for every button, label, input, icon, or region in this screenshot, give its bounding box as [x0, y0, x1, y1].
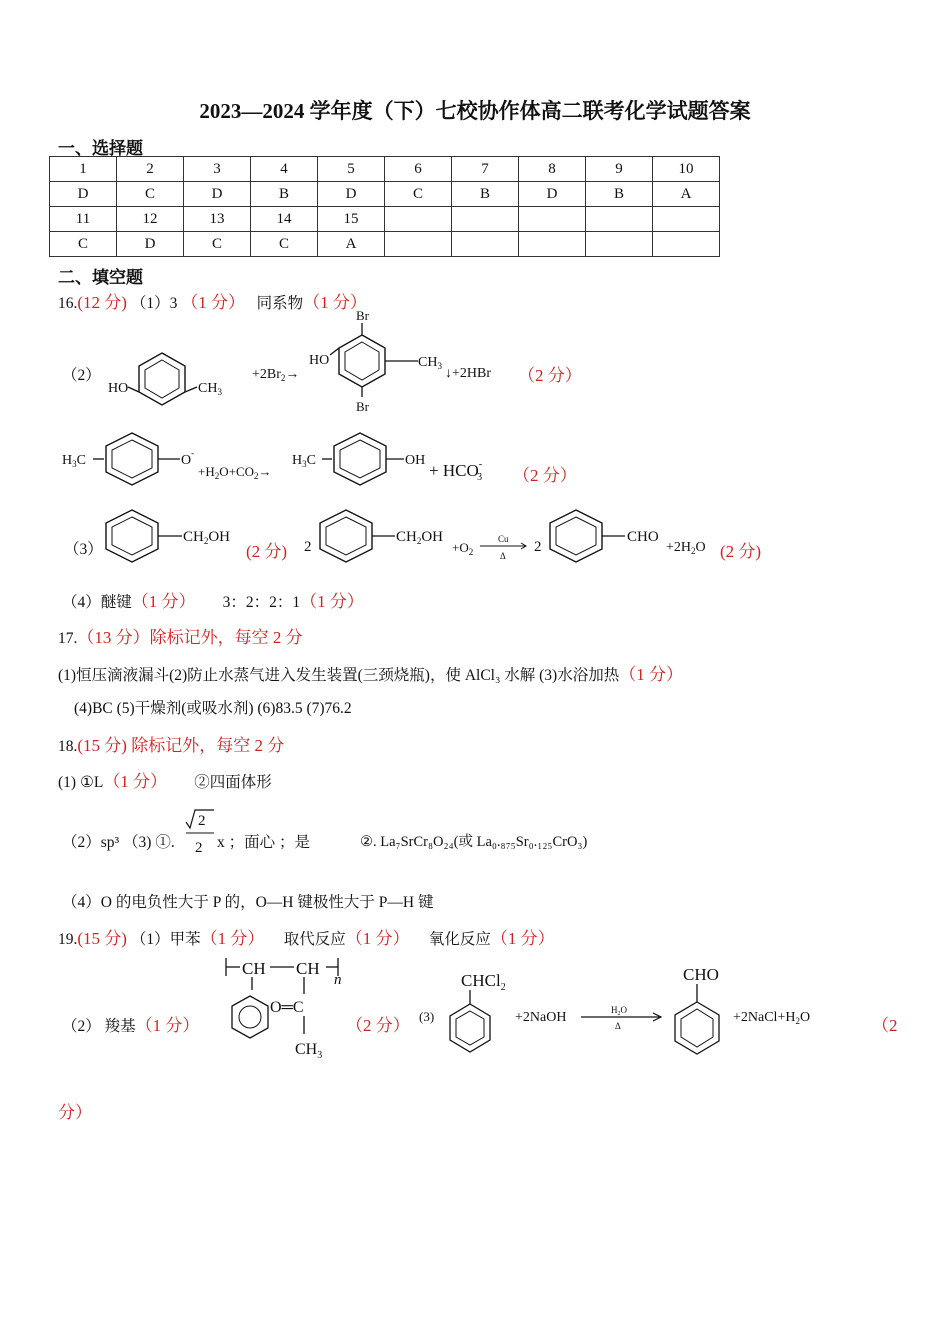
q16-p4: （4）醚键	[62, 594, 132, 611]
q16-number: 16.	[58, 295, 78, 312]
o2-label: $+O_2$	[452, 540, 474, 557]
q19-p2-text: （2） 羧基	[62, 1018, 136, 1035]
ch-label: CH	[242, 959, 266, 978]
q18-heading	[58, 731, 284, 756]
q16-p2-score1: （2 分）	[518, 366, 582, 385]
br-top-label: Br	[356, 308, 369, 323]
table-cell: 4	[251, 157, 318, 182]
ho-label: HO	[108, 381, 129, 396]
c-eq-o-label: O═C	[270, 999, 304, 1016]
n-label: n	[334, 972, 342, 988]
chcl2-label: CHCl$_2$	[461, 971, 506, 993]
table-cell: D	[519, 182, 586, 207]
coeff-2: 2	[534, 539, 542, 555]
benzene-ring	[139, 353, 185, 405]
h3c-label: $H_3C$	[62, 453, 86, 469]
table-cell: C	[385, 182, 452, 207]
cu-label: Cu	[498, 534, 509, 544]
q17-line1-text: (1)恒压滴液漏斗(2)防止水蒸气进入发生装置(三颈烧瓶)，使 AlCl₃ 水解 (3)水浴加热	[58, 667, 620, 684]
oh-label: OH	[405, 453, 426, 468]
benzene-ring-inner	[145, 360, 179, 398]
benzene-ring	[675, 1002, 719, 1054]
q17-score: （13 分）除标记外，每空 2 分	[77, 628, 303, 647]
sqrt2-over-2-fraction	[182, 802, 216, 858]
hbr-label: ↓+2HBr	[445, 366, 492, 381]
bromination-equation	[100, 305, 540, 420]
table-cell: 3	[184, 157, 251, 182]
section-heading-choice: 一、选择题	[58, 139, 143, 158]
table-cell: 11	[50, 207, 117, 232]
table-cell: 5	[318, 157, 385, 182]
q16-p4b: 3：2：2：1	[222, 594, 301, 611]
answer-table	[49, 156, 720, 257]
q16-p2-score2: （2 分）	[513, 466, 577, 485]
q18-p1a-score: （1 分）	[103, 772, 168, 791]
benzene-ring-inner	[112, 517, 152, 555]
table-cell: C	[50, 232, 117, 257]
p3-label: (3)	[419, 1009, 435, 1024]
br2-label: $+2Br_2\to$	[252, 367, 300, 383]
naoh-label: +2NaOH	[515, 1010, 567, 1025]
table-cell	[653, 232, 720, 257]
q18-number: 18.	[58, 738, 78, 755]
q16-p3-score2: (2 分)	[720, 542, 762, 561]
table-cell: D	[50, 182, 117, 207]
q16-p3-label: （3）	[64, 541, 103, 558]
section-heading-fill: 二、填空题	[58, 268, 143, 287]
q19-p1b: 取代反应	[283, 931, 346, 948]
q18-p2b: x ；面心 ；是	[217, 834, 311, 851]
ch3-label: $CH_3$	[198, 381, 222, 397]
table-cell: C	[117, 182, 184, 207]
table-cell	[385, 207, 452, 232]
table-row	[50, 207, 720, 232]
table-cell: 2	[117, 157, 184, 182]
q19-p1c-score: （1 分）	[490, 929, 555, 948]
q19-p1b-score: （1 分）	[345, 929, 410, 948]
q19-p2	[62, 1011, 199, 1036]
polymer-structure	[222, 950, 352, 1065]
table-cell: 1	[50, 157, 117, 182]
br-bottom-label: Br	[356, 399, 369, 414]
benzene-ring-inner	[556, 517, 596, 555]
q16-p3-score1: (2 分)	[246, 542, 288, 561]
benzene-ring-inner	[681, 1009, 713, 1047]
fraction-numerator: 2	[198, 813, 206, 829]
table-row	[50, 182, 720, 207]
table-cell	[586, 232, 653, 257]
table-cell: 14	[251, 207, 318, 232]
benzyl-alcohol	[100, 505, 240, 570]
ch2oh-label: $CH_2OH$	[396, 529, 444, 546]
q18-p1a: (1) ①L	[58, 774, 104, 791]
table-cell	[452, 232, 519, 257]
benzene-ring	[334, 433, 386, 485]
oxidation-equation	[300, 505, 720, 570]
q16-p1: （1）3	[130, 295, 178, 312]
benzene-ring	[339, 335, 385, 387]
ho-label: HO	[309, 353, 330, 368]
table-cell: 12	[117, 207, 184, 232]
q17-heading	[58, 623, 303, 648]
delta-label: Δ	[615, 1021, 621, 1031]
q18-score: (15 分) 除标记外，每空 2 分	[77, 736, 285, 755]
q19-p1c: 氧化反应	[428, 931, 491, 948]
q17-number: 17.	[58, 630, 78, 647]
h2o-label: $+2H_2O$	[666, 540, 706, 556]
q19-p2-score: （1 分）	[135, 1016, 200, 1035]
table-cell	[519, 232, 586, 257]
q19-p2-score2: （2 分）	[346, 1016, 410, 1035]
table-cell	[519, 207, 586, 232]
h3c-label: $H_3C$	[292, 453, 316, 469]
benzene-ring-inner	[112, 440, 152, 478]
table-cell: A	[318, 232, 385, 257]
q18-p2: （2）sp³ （3) ①.	[62, 834, 175, 851]
coeff-2: 2	[304, 539, 312, 555]
q18-p4: （4）O 的电负性大于 P 的，O—H 键极性大于 P—H 键	[62, 894, 434, 911]
benzene-ring-inner	[326, 517, 366, 555]
table-cell	[586, 207, 653, 232]
q19-number: 19.	[58, 931, 78, 948]
q17-line1-score: （1 分）	[619, 665, 683, 684]
hco3-label: + HCO-3	[429, 459, 483, 483]
q16-p1-score: （1 分）	[181, 293, 245, 312]
cho-label: CHO	[627, 529, 659, 545]
q19-score: (15 分)	[77, 929, 127, 948]
table-cell: 15	[318, 207, 385, 232]
table-cell: B	[586, 182, 653, 207]
table-cell: 9	[586, 157, 653, 182]
q17-line1	[58, 660, 683, 685]
benzene-ring	[106, 433, 158, 485]
q16-p2-label: （2）	[62, 367, 101, 384]
delta-label: Δ	[500, 551, 506, 561]
ch3-label: $CH_3$	[295, 1041, 323, 1061]
hydrolysis-equation	[415, 960, 835, 1065]
q19-p3-score-a: （2	[872, 1016, 898, 1035]
table-cell: C	[251, 232, 318, 257]
table-cell: C	[184, 232, 251, 257]
q16-p1b: 同系物	[256, 295, 304, 312]
q16-p1b-score: （1 分）	[303, 293, 367, 312]
q16-line4	[62, 587, 364, 612]
table-cell	[452, 207, 519, 232]
phenoxide-equation	[60, 426, 510, 491]
aromatic-circle	[239, 1006, 261, 1028]
benzene-ring	[232, 996, 268, 1038]
q19-p1-score: （1 分）	[200, 929, 265, 948]
benzene-ring	[106, 510, 158, 562]
benzene-ring	[550, 510, 602, 562]
q16-p4b-score: （1 分）	[300, 592, 364, 611]
benzene-ring-inner	[340, 440, 380, 478]
benzene-ring-inner	[345, 342, 379, 380]
table-cell: 6	[385, 157, 452, 182]
ch2oh-label: $CH_2OH$	[183, 529, 231, 546]
ch3-label: $CH_3$	[418, 355, 442, 371]
ch-label: CH	[296, 959, 320, 978]
table-cell: B	[452, 182, 519, 207]
table-cell: 13	[184, 207, 251, 232]
table-row	[50, 157, 720, 182]
o-minus-label: O-	[181, 448, 195, 468]
nacl-label: $+2NaCl+H_2O$	[733, 1010, 811, 1026]
table-cell: 10	[653, 157, 720, 182]
benzene-ring-inner	[456, 1011, 484, 1045]
table-cell: D	[318, 182, 385, 207]
benzene-ring	[320, 510, 372, 562]
q18-p1b: ②四面体形	[194, 774, 272, 791]
q19-p3-score-b: 分）	[58, 1103, 92, 1122]
q18-p2c: ②. La₇SrCr₈O₂₄(或 La₀.₈₇₅Sr₀.₁₂₅CrO₃)	[360, 834, 588, 850]
q19-line1	[58, 924, 555, 949]
q17-line2: (4)BC (5)干燥剂(或吸水剂) (6)83.5 (7)76.2	[74, 700, 352, 717]
table-cell	[653, 207, 720, 232]
q16-p4-score: （1 分）	[131, 592, 196, 611]
table-cell	[385, 232, 452, 257]
table-cell: A	[653, 182, 720, 207]
table-cell: 8	[519, 157, 586, 182]
h2o-co2-label: $+H_2O+CO_2\to$	[198, 464, 272, 481]
table-row	[50, 232, 720, 257]
table-cell: D	[184, 182, 251, 207]
table-cell: B	[251, 182, 318, 207]
q18-line1	[58, 767, 272, 792]
cho-label: CHO	[683, 965, 719, 984]
fraction-denominator: 2	[195, 840, 203, 856]
page-title: 2023—2024 学年度（下）七校协作体高二联考化学试题答案	[199, 99, 751, 123]
table-cell: D	[117, 232, 184, 257]
h2o-condition: $H_2O$	[611, 1005, 627, 1017]
q16-score: (12 分)	[77, 293, 127, 312]
table-cell: 7	[452, 157, 519, 182]
q19-p1: （1）甲苯	[130, 931, 201, 948]
